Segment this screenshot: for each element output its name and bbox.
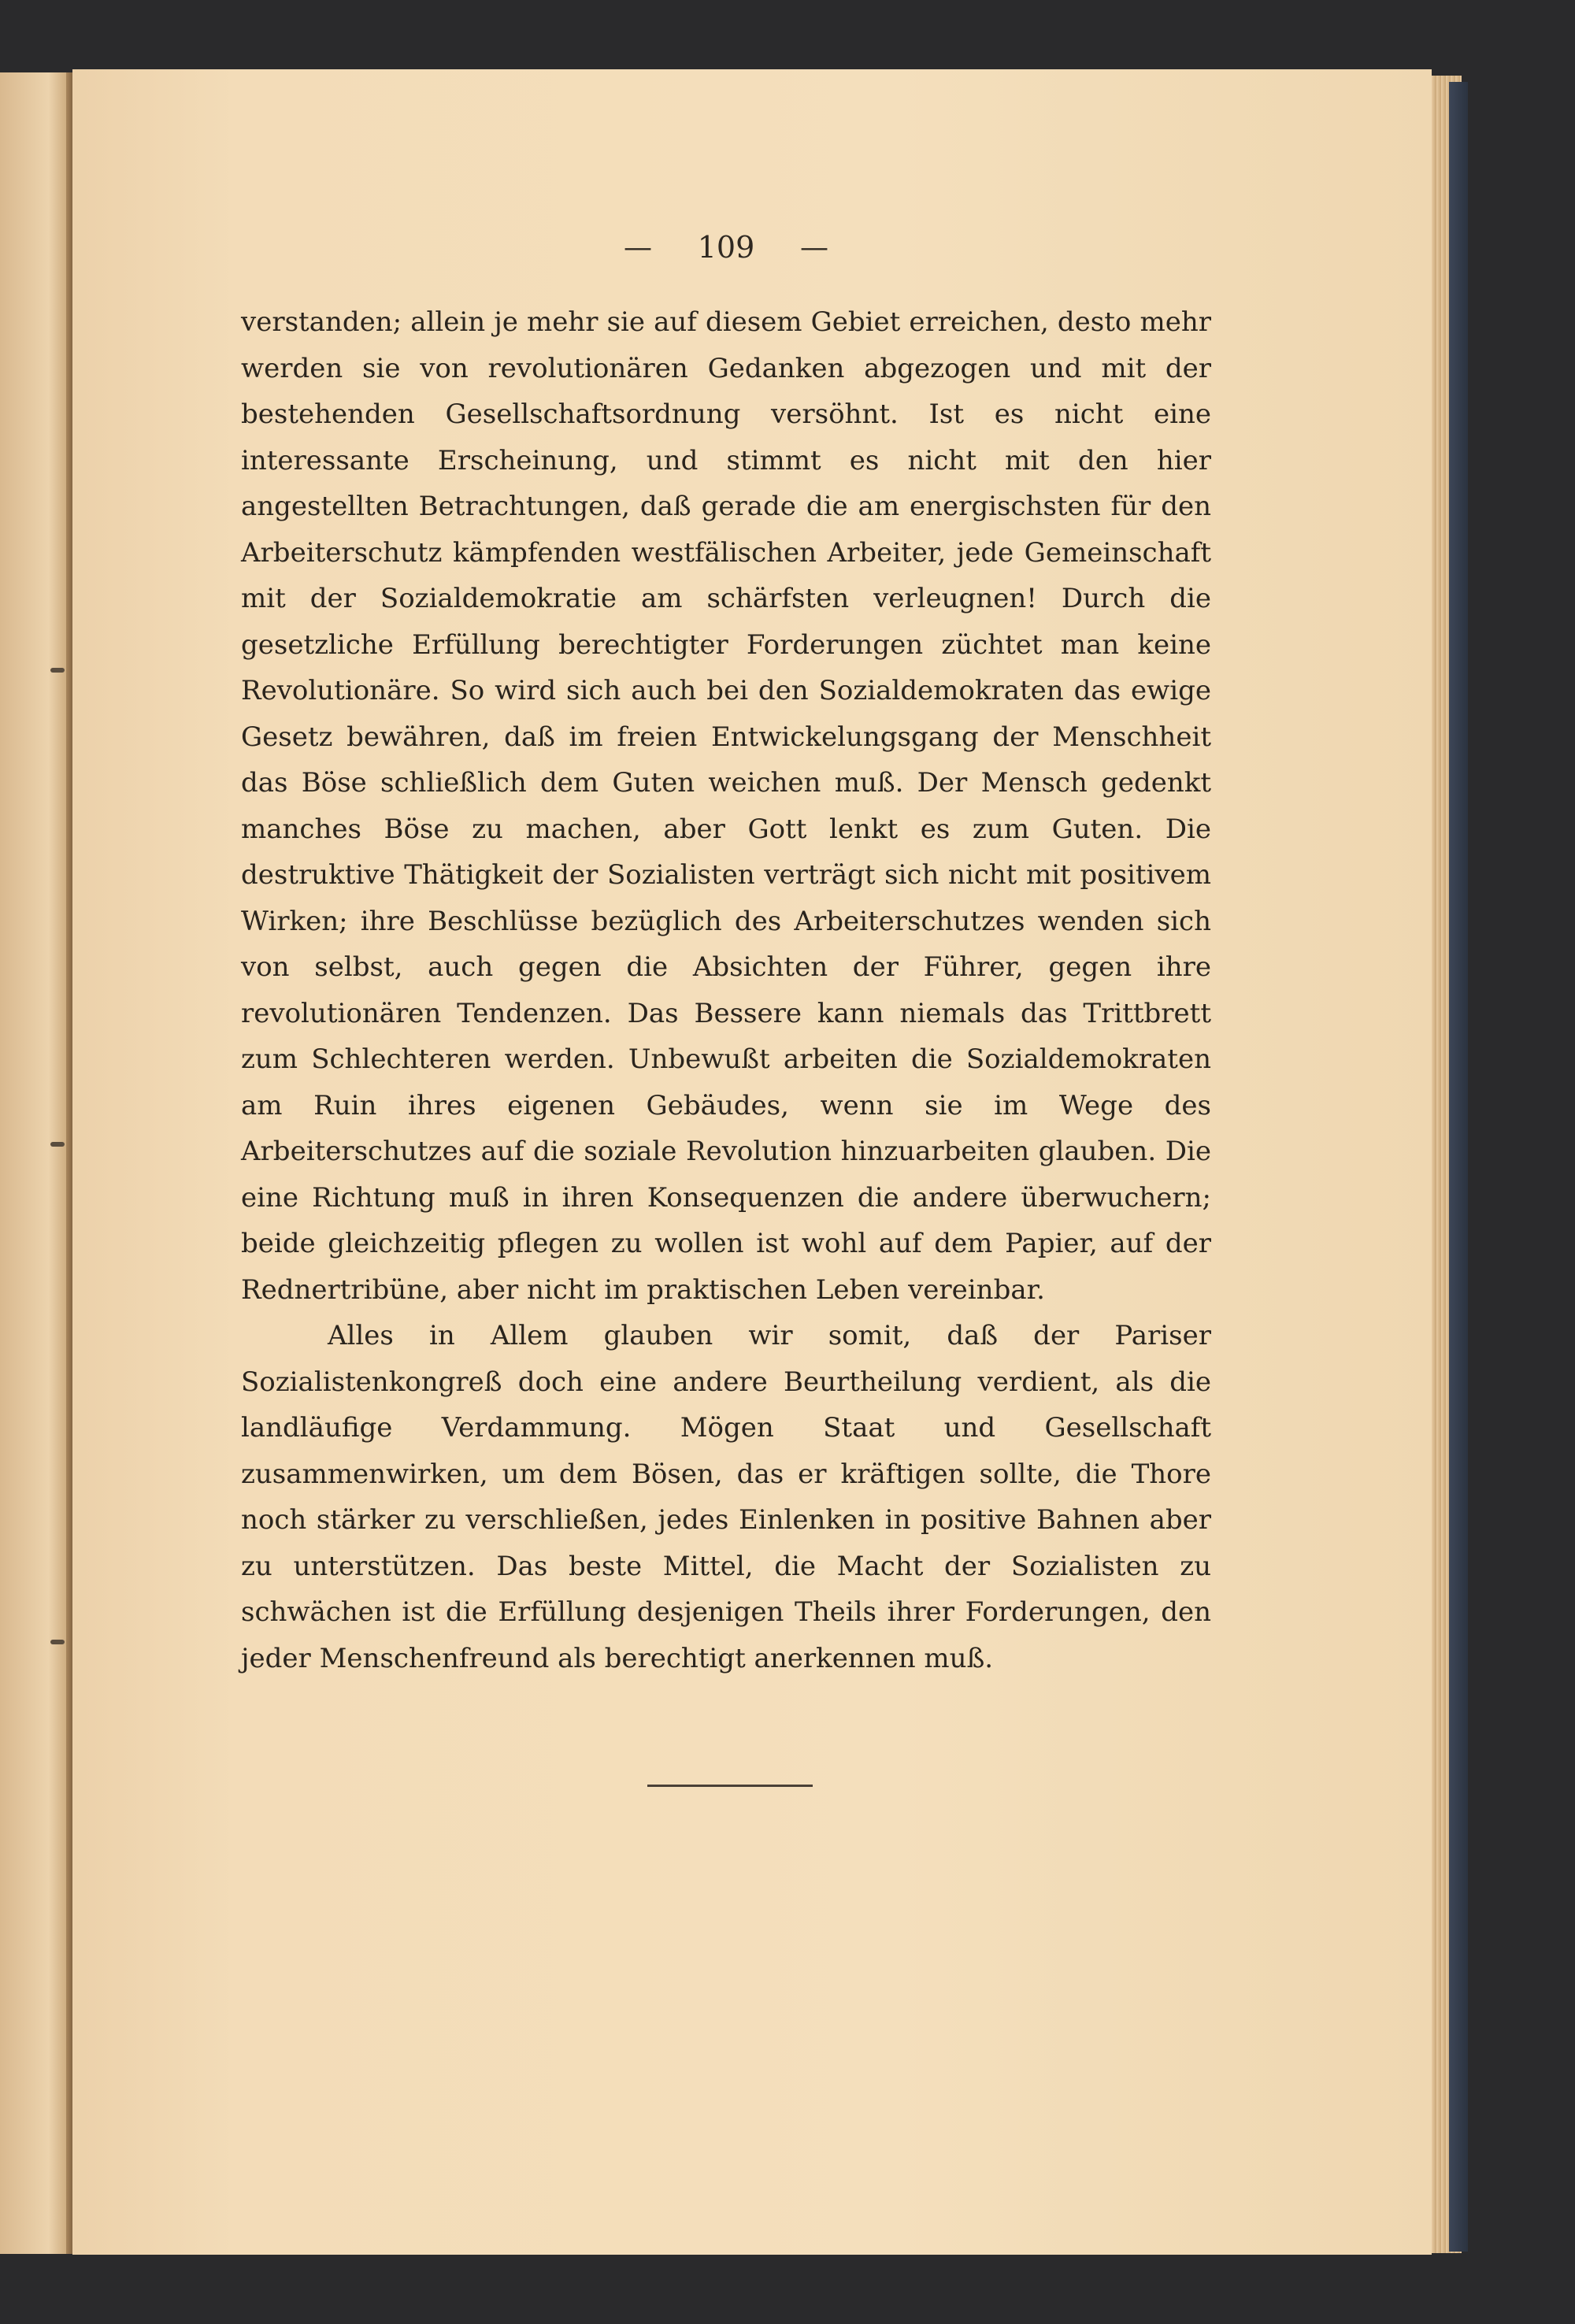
page-header [624,230,828,265]
book-cover-edge [1449,82,1468,2252]
margin-mark [50,668,65,673]
paragraph: Alles in Allem glauben wir somit, daß der Pariser Sozialistenkongreß doch eine andere Beurtheilung verdient, als die landläufige Verdammung. Mögen Staat und Gesellschaft zusammenwirken, um dem Bösen, das er kräftigen sollte, die Thore noch stärker zu verschließen, jedes Einlenken in positive Bahnen aber zu unterstützen. Das beste Mittel, die Macht der Sozialisten zu schwächen ist die Erfüllung desjenigen Theils ihrer Forderungen, den jeder Menschenfreund als berechtigt anerkennen muß. [241,1320,1211,1674]
header-dash-left: — [624,231,652,264]
page-number: 109 [697,230,755,265]
body-text [241,299,1211,1681]
left-page-edge [0,72,69,2254]
margin-mark [50,1142,65,1147]
margin-mark [50,1640,65,1644]
header-dash-right: — [800,231,828,264]
paragraph: verstanden; allein je mehr sie auf diesem Gebiet erreichen, desto mehr werden sie von revolutionären Gedanken abgezogen und mit der bestehenden Gesellschaftsordnung versöhnt. Ist es nicht eine interessante Erscheinung, und stimmt es nicht mit den hier angestellten Betrachtungen, daß gerade die am energischsten für den Arbeiterschutz kämpfenden westfälischen Arbeiter, jede Gemeinschaft mit der Sozialdemokratie am schärfsten verleugnen! Durch die gesetzliche Erfüllung berechtigter Forderungen züchtet man keine Revolutionäre. So wird sich auch bei den Sozialdemokraten das ewige Gesetz bewähren, daß im freien Entwickelungsgang der Menschheit das Böse schließlich dem Guten weichen muß. Der Mensch gedenkt manches Böse zu machen, aber Gott lenkt es zum Guten. Die destruktive Thätigkeit der Sozialisten verträgt sich nicht mit positivem Wirken; ihre Beschlüsse bezüglich des Arbeiterschutzes wenden sich von selbst, auch gegen die Absichten der Führer, gegen ihre revolutionären Tendenzen. Das Bessere kann niemals das Trittbrett zum Schlechteren werden. Unbewußt arbeiten die Sozialdemokraten am Ruin ihres eigenen Gebäudes, wenn sie im Wege des Arbeiterschutzes auf die soziale Revolution hinzuarbeiten glauben. Die eine Richtung muß in ihren Konsequenzen die andere überwuchern; beide gleichzeitig pflegen zu wollen ist wohl auf dem Papier, auf der Rednertribüne, aber nicht im praktischen Leben vereinbar. [241,306,1211,1306]
section-end-rule [647,1785,813,1787]
